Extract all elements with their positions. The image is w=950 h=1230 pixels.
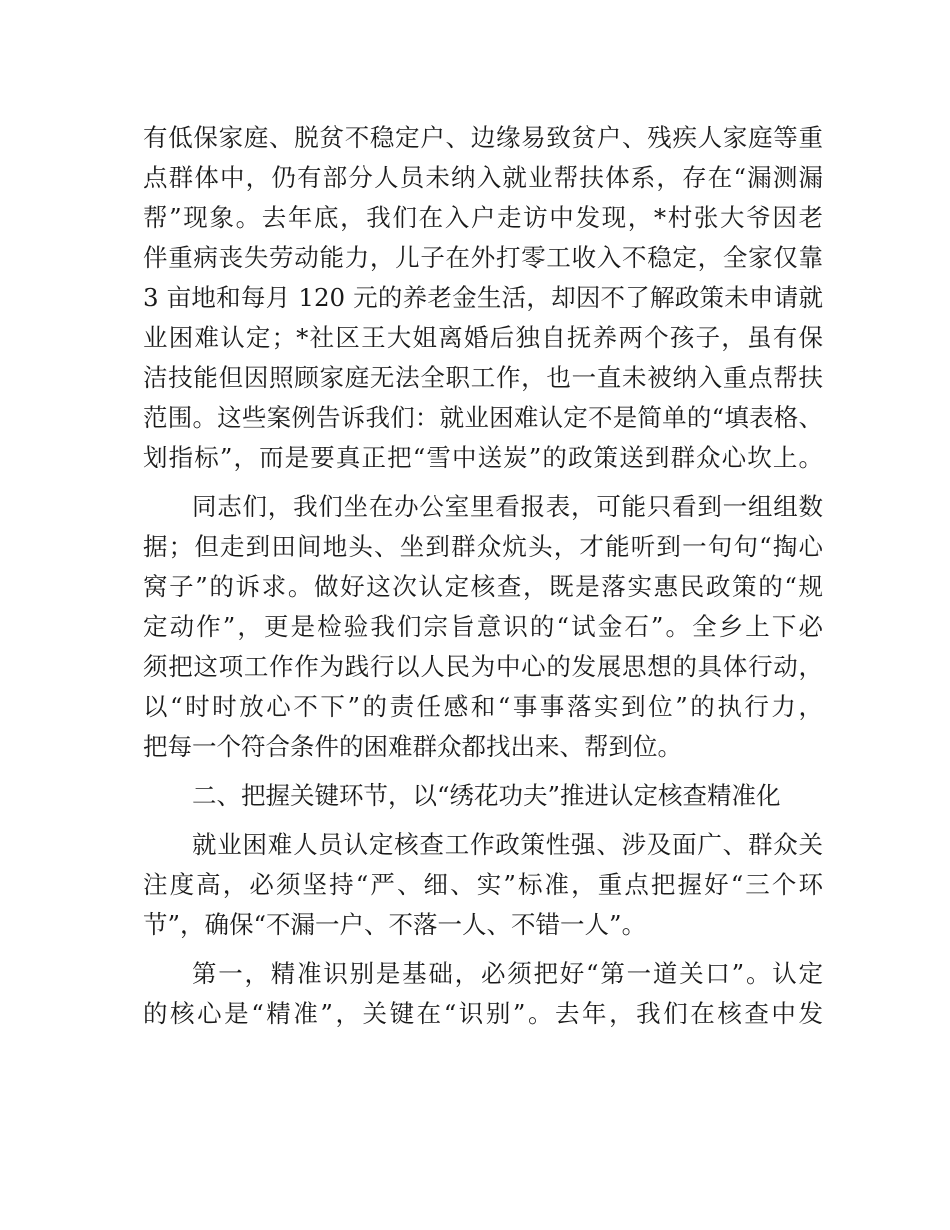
text-line: 划指标”，而是要真正把“雪中送炭”的政策送到群众心坎上。 bbox=[143, 443, 823, 472]
text-line: 注度高，必须坚持“严、细、实”标准，重点把握好“三个环 bbox=[143, 870, 823, 899]
text-line: 伴重病丧失劳动能力，儿子在外打零工收入不稳定，全家仅靠 bbox=[143, 243, 823, 272]
heading-line: 二、把握关键环节，以“绣花功夫”推进认定核查精准化 bbox=[192, 781, 781, 810]
text-line: 点群体中，仍有部分人员未纳入就业帮扶体系，存在“漏测漏 bbox=[143, 163, 823, 192]
text-line: 洁技能但因照顾家庭无法全职工作，也一直未被纳入重点帮扶 bbox=[143, 363, 823, 392]
paragraph-4 bbox=[143, 954, 823, 1034]
text-line: 的核心是“精准”，关键在“识别”。去年，我们在核查中发 bbox=[143, 999, 823, 1028]
text-line: 第一，精准识别是基础，必须把好“第一道关口”。认定 bbox=[192, 959, 823, 988]
paragraph-2 bbox=[143, 487, 823, 767]
text-line: 就业困难人员认定核查工作政策性强、涉及面广、群众关 bbox=[192, 830, 823, 859]
text-line: 业困难认定；*社区王大姐离婚后独自抚养两个孩子，虽有保 bbox=[143, 323, 823, 352]
text-line: 以“时时放心不下”的责任感和“事事落实到位”的执行力， bbox=[143, 692, 823, 721]
paragraph-3 bbox=[143, 825, 823, 945]
text-line: 节”，确保“不漏一户、不落一人、不错一人”。 bbox=[143, 910, 647, 939]
paragraph-1 bbox=[143, 118, 823, 478]
section-heading bbox=[143, 776, 823, 816]
text-line: 范围。这些案例告诉我们：就业困难认定不是简单的“填表格、 bbox=[143, 403, 823, 432]
text-line: 帮”现象。去年底，我们在入户走访中发现，*村张大爷因老 bbox=[143, 203, 823, 232]
document-body bbox=[143, 118, 823, 1034]
text-line: 须把这项工作作为践行以人民为中心的发展思想的具体行动， bbox=[143, 652, 823, 681]
text-line: 3 亩地和每月 120 元的养老金生活，却因不了解政策未申请就 bbox=[143, 283, 823, 312]
text-line: 定动作”，更是检验我们宗旨意识的“试金石”。全乡上下必 bbox=[143, 612, 823, 641]
text-line: 窝子”的诉求。做好这次认定核查，既是落实惠民政策的“规 bbox=[143, 572, 823, 601]
text-line: 据；但走到田间地头、坐到群众炕头，才能听到一句句“掏心 bbox=[143, 532, 823, 561]
text-line: 把每一个符合条件的困难群众都找出来、帮到位。 bbox=[143, 732, 682, 761]
text-line: 同志们，我们坐在办公室里看报表，可能只看到一组组数 bbox=[192, 492, 823, 521]
text-line: 有低保家庭、脱贫不稳定户、边缘易致贫户、残疾人家庭等重 bbox=[143, 123, 823, 152]
